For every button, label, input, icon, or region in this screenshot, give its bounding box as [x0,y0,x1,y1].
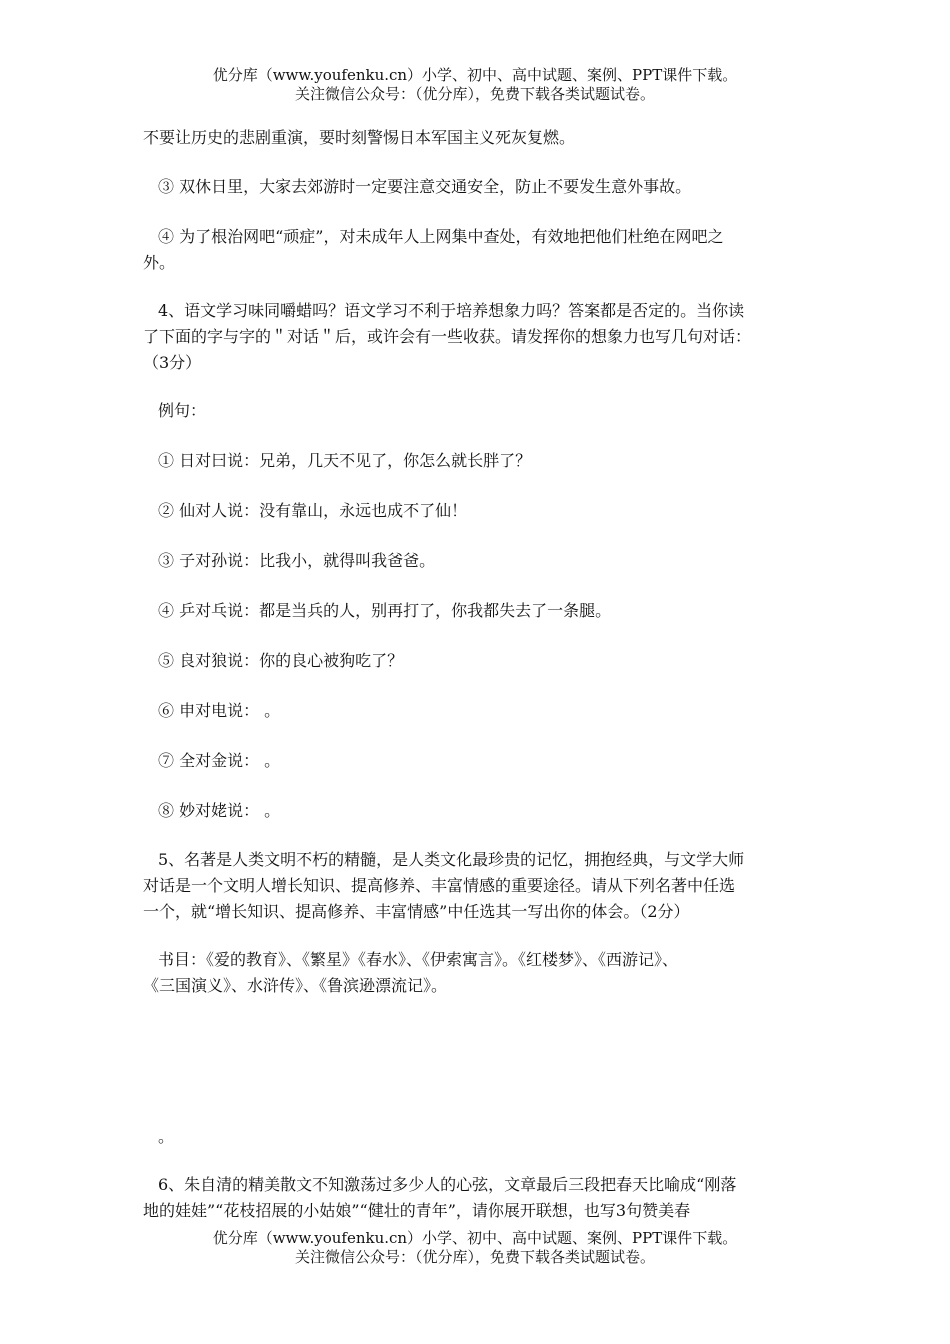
question-5-line-3: 一个，就“增长知识、提高修养、丰富情感”中任选其一写出你的体会。（2分） [143,902,690,921]
example-item: ⑤ 良对狼说：你的良心被狗吃了？ [158,651,404,670]
question-6-line-1: 6、朱自清的精美散文不知激荡过多少人的心弦，文章最后三段把春天比喻成“刚落 [158,1175,737,1194]
answer-blank-period: 。 [158,1127,175,1146]
question-6-line-2: 地的娃娃”“花枝招展的小姑娘”“健壮的青年”，请你展开联想，也写3句赞美春 [143,1201,691,1220]
question-5-line-2: 对话是一个文明人增长知识、提高修养、丰富情感的重要途径。请从下列名著中任选 [143,876,736,895]
page-header [0,66,950,104]
example-item: ② 仙对人说：没有靠山，永远也成不了仙！ [158,501,468,520]
page-footer [0,1229,950,1267]
question-4-line-2: 了下面的字与字的＂对话＂后，或许会有一些收获。请发挥你的想象力也写几句对话： [143,327,752,346]
item-4-line-2: 外。 [143,253,176,272]
example-item: ④ 乒对乓说：都是当兵的人，别再打了，你我都失去了一条腿。 [158,601,612,620]
question-5-line-1: 5、名著是人类文明不朽的精髓，是人类文化最珍贵的记忆，拥抱经典，与文学大师 [158,850,745,869]
header-site-line: 优分库（www.youfenku.cn）小学、初中、高中试题、案例、PPT课件下载。 [212,66,738,84]
header-wechat-line: 关注微信公众号：（优分库），免费下载各类试题试卷。 [294,85,655,103]
example-item: ③ 子对孙说：比我小，就得叫我爸爸。 [158,551,436,570]
example-label: 例句： [158,401,207,420]
blank-example-item: ⑧ 妙对姥说： 。 [158,801,281,820]
blank-example-item: ⑦ 全对金说： 。 [158,751,281,770]
book-list-line-1: 书目：《爱的教育》、《繁星》《春水》、《伊索寓言》。《红楼梦》、《西游记》、 [158,950,679,969]
example-item: ① 日对曰说：兄弟，几天不见了，你怎么就长胖了？ [158,451,532,470]
item-3: ③ 双休日里，大家去郊游时一定要注意交通安全，防止不要发生意外事故。 [158,177,692,196]
footer-site-line: 优分库（www.youfenku.cn）小学、初中、高中试题、案例、PPT课件下载。 [212,1229,738,1247]
continued-text-line: 不要让历史的悲剧重演，要时刻警惕日本军国主义死灰复燃。 [143,128,576,147]
question-4-line-1: 4、语文学习味同嚼蜡吗？语文学习不利于培养想象力吗？答案都是否定的。当你读 [158,301,745,320]
blank-example-item: ⑥ 申对电说： 。 [158,701,281,720]
footer-wechat-line: 关注微信公众号：（优分库），免费下载各类试题试卷。 [294,1248,655,1266]
question-4-line-3: （3分） [143,353,202,372]
book-list-line-2: 《三国演义》、水浒传》、《鲁滨逊漂流记》。 [143,976,448,995]
item-4-line-1: ④ 为了根治网吧“顽症”，对未成年人上网集中查处，有效地把他们杜绝在网吧之 [158,227,724,246]
